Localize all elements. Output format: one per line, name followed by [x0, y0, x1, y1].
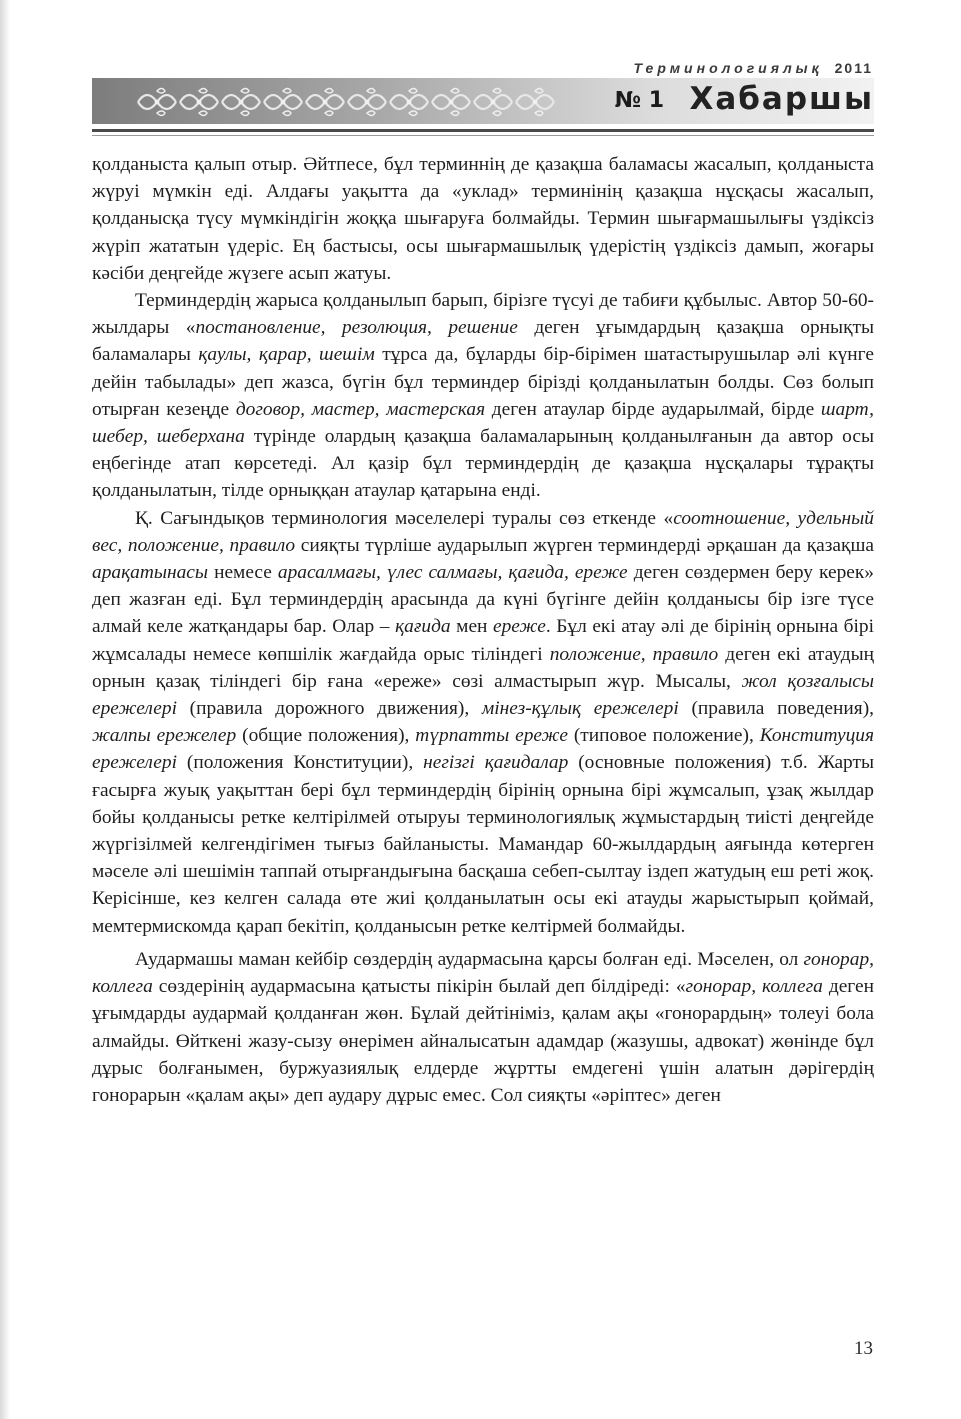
article-body — [92, 151, 874, 1109]
italic-term: положение, правило — [549, 643, 719, 665]
scan-edge-shadow — [0, 0, 10, 1419]
text-segment: деген ұғымдарды аудармай қолданған жөн. Бұлай дейтініміз, қалам ақы «гонорардың» толеуі бола алмайды. Өйткені жазу-сызу өнерімен айналысатын адамдар (жазушы, адвокат) жөнінде бұл дұрыс болғанымен, буржуазиялық елдерде жұртты емдегені үшін алатын дәрігердің гонорарын «қалам ақы» деп аудару дұрыс емес. Сол сияқты «әріптес» деген — [92, 976, 874, 1106]
header-banner — [92, 78, 874, 124]
text-segment: . Бұл екі атау әлі де бірінің орнына бірі жұмсалады немесе көпшілік жағдайда орыс тіліндегі — [92, 616, 874, 665]
text-segment: (общие положения), — [236, 725, 416, 747]
journal-year: 2011 — [834, 60, 873, 76]
text-segment: немесе — [208, 562, 278, 584]
italic-term: Конституция ережелері — [92, 725, 874, 774]
italic-term: қағида — [395, 616, 451, 638]
text-segment: (основные положения) т.б. Жарты ғасырға жуық уақыттан бері бұл терминдердің бірінің орнына бірі жұмсалып, ұзақ жылдар бойы қолданысы ретке келтірілмей отыруы терминологиялық жұмыстардың тиісті деңгейде жүргізілмей келгендігімен тығыз байланысты. Мамандар 60-жылдардың аяғында көтерген мәселе әлі шешімін таппай отырғандығына басқаша себеп-сылтау іздеп жатудың еш реті жоқ. Керісінше, кез келген салада өте жиі қолданылатын осы екі атауды жарыстырып қоймай, мемтермискомда қарап бекітіп, қолданысын ретке келтірмей болмайды. — [92, 752, 875, 937]
paragraph — [92, 287, 874, 505]
italic-term: шарт, шебер, шеберхана — [92, 398, 874, 448]
header-rule-thin — [92, 135, 874, 136]
text-segment: деген сөздермен беру керек» деп жазған еді. Бұл терминдердің арасында да күні бүгінге дейін қолданысы бір ізге түсе алмай келе жатқандары бар. Олар – — [92, 562, 874, 638]
text-segment: деген атаулар бірде аударылмай, бірде — [485, 398, 821, 420]
text-segment: (типовое положение), — [567, 725, 760, 747]
text-segment: (правила поведения), — [678, 698, 874, 720]
header-rule — [92, 129, 874, 132]
italic-term: жол қозғалысы ережелері — [92, 670, 874, 720]
italic-term: арасалмағы, үлес салмағы, қағида, ереже — [277, 562, 628, 584]
paragraph — [92, 946, 874, 1109]
text-segment: Терминдердің жарыса қолданылып барып, бірізге түсуі де табиғи құбылыс. Автор 50-60-жылдары « — [92, 290, 874, 339]
paragraph — [92, 505, 874, 940]
italic-term: гонорар, коллега — [685, 976, 823, 998]
italic-term: түрпатты ереже — [415, 725, 568, 747]
text-segment: сөздерінің аудармасына қатысты пікірін былай деп білдіреді: « — [152, 976, 686, 998]
text-segment: Аудармашы маман кейбір сөздердің аудармасына қарсы болған еді. Мәселен, ол — [135, 948, 804, 970]
text-segment: қолданыста қалып отыр. Әйтпесе, бұл терминнің де қазақша баламасы жасалып, қолданыста жүруі мүмкін еді. Алдағы уақытта да «уклад» терминінің қазақша нұсқасы жасалып, қолданысқа түсу мүмкіндігін жоққа шығаруға болмайды. Термин шығармашылығы үздіксіз жүріп жататын үдеріс. Ең бастысы, осы шығармашылық үдерістің үздіксіз дамып, жоғары кәсіби деңгейде жүзеге асып жатуы. — [92, 154, 874, 284]
italic-term: постановление, резолюция, решение — [195, 317, 518, 339]
paragraph — [92, 151, 874, 287]
italic-term: соотношение, удельный вес, положение, правило — [92, 507, 875, 556]
italic-term: гонорар, коллега — [92, 948, 874, 998]
page-number: 13 — [854, 1338, 873, 1359]
text-segment: тұрса да, бұларды бір-бірімен шатастырушылар әлі күнге дейін табылады» деп жазса, бүгін бұл терминдер бірізді қолданылатын болды. Сөз болып отырған кезеңде — [92, 344, 874, 420]
bulletin-title: Хабаршы — [689, 81, 874, 117]
text-segment: (правила дорожного движения), — [176, 698, 482, 720]
issue-number: № 1 — [614, 88, 664, 113]
italic-term: ереже — [493, 616, 546, 638]
italic-term: негізгі қағидалар — [423, 752, 569, 774]
italic-term: жалпы ережелер — [92, 725, 237, 747]
italic-term: мінез-құлық ережелері — [481, 698, 679, 720]
italic-term: қаулы, қарар, шешім — [198, 344, 375, 366]
text-segment: сияқты түрліше аударылып жүрген терминдерді әрқашан да қазақша — [295, 534, 874, 556]
text-segment: Қ. Сағындықов терминология мәселелері туралы сөз еткенде « — [135, 507, 674, 529]
journal-name: Терминологиялық — [633, 60, 823, 76]
text-segment: мен — [450, 616, 493, 638]
italic-term: арақатынасы — [92, 562, 209, 584]
text-segment: деген екі атаудың орнын қазақ тіліндегі бір ғана «ереже» сөзі алмастырып жүр. Мысалы, — [92, 643, 875, 692]
text-segment: деген ұғымдардың қазақша орнықты баламалары — [92, 317, 875, 366]
italic-term: договор, мастер, мастерская — [235, 398, 486, 420]
journal-title — [634, 60, 873, 76]
text-segment: (положения Конституции), — [176, 752, 424, 774]
text-segment: түрінде олардың қазақша баламаларының қолданылғанын да автор осы еңбегінде атап көрсетеді. Ал қазір бұл терминдердің де қазақша нұсқалары тұрақты қолданылатын, тілде орныққан атаулар қатарына енді. — [92, 426, 874, 502]
ornament-icon — [136, 85, 556, 119]
